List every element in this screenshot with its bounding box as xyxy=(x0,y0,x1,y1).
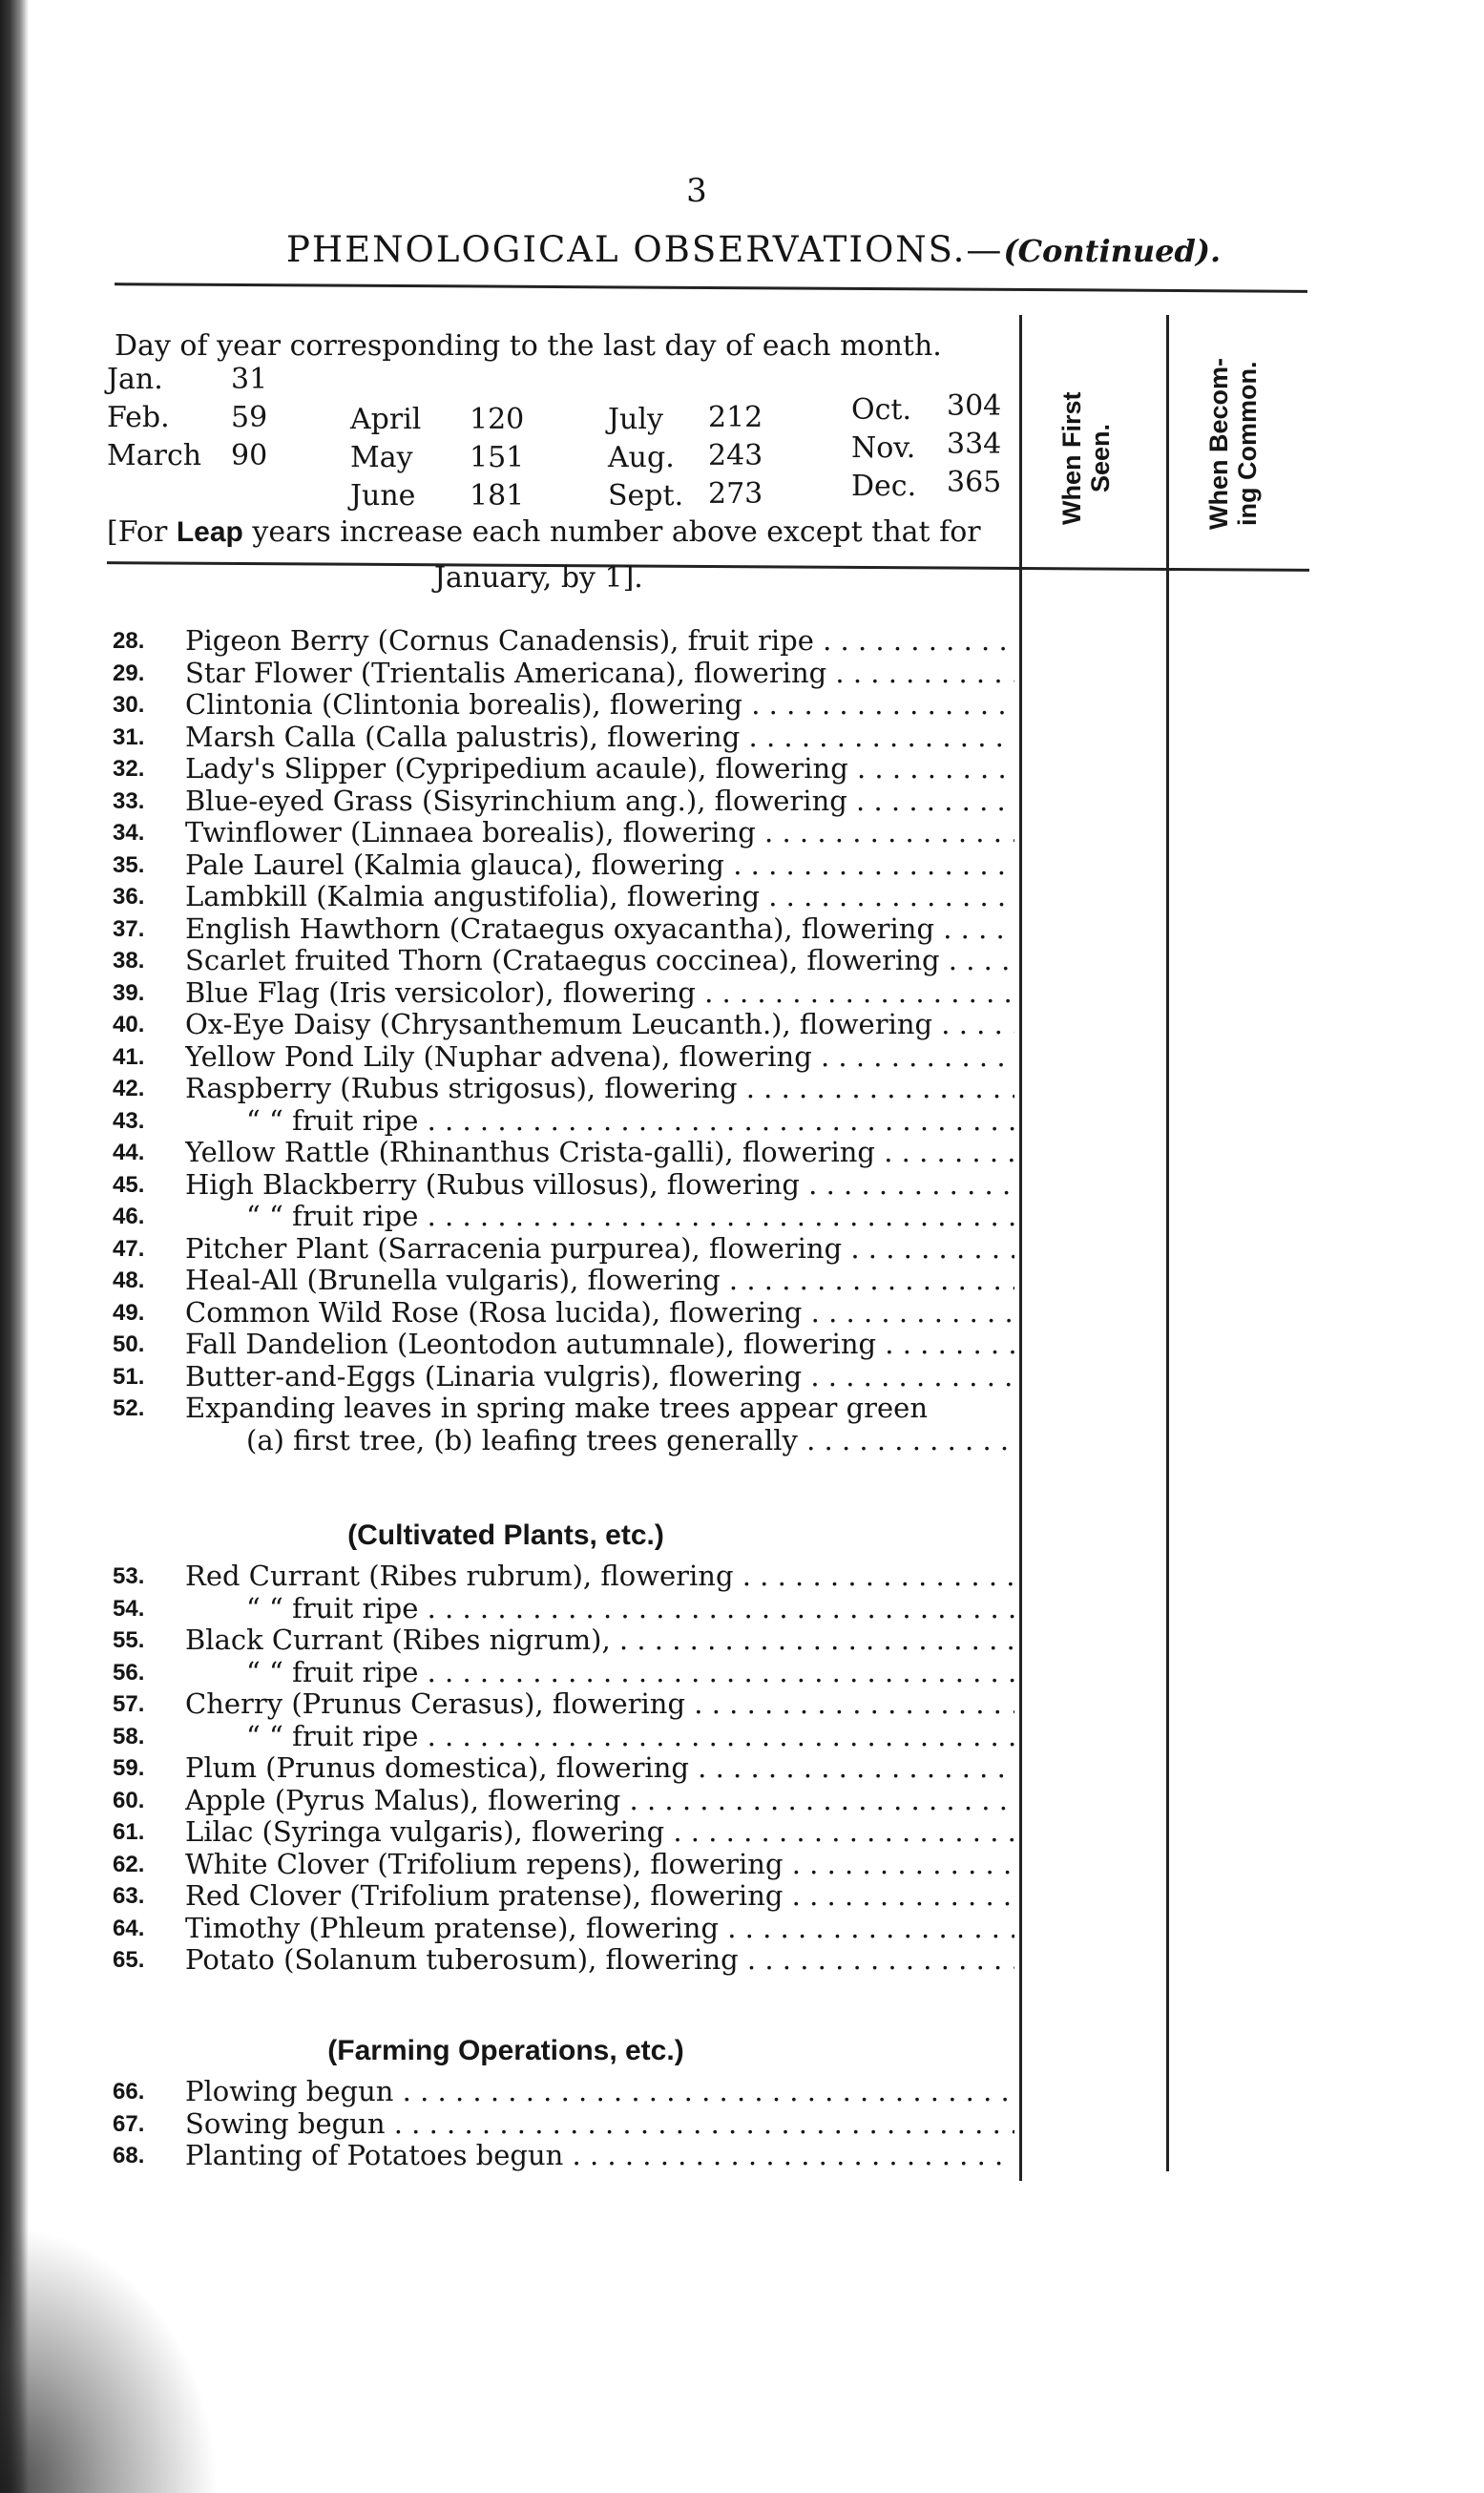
month-day: 151 xyxy=(470,441,525,474)
item-text: Timothy (Phleum pratense), flowering . . . xyxy=(185,1913,1014,1945)
observation-row xyxy=(113,1849,1014,1881)
farming-operations-list xyxy=(113,2076,1014,2172)
observation-row xyxy=(113,625,1014,658)
item-text: Ox-Eye Daisy (Chrysanthemum Leucanth.), flowering . . . xyxy=(185,1009,1014,1041)
item-number: 59. xyxy=(113,1755,145,1781)
item-text: Pale Laurel (Kalmia glauca), flowering . . . xyxy=(185,849,1014,882)
observation-row xyxy=(113,1009,1014,1041)
observation-row xyxy=(113,1561,1014,1593)
observation-row xyxy=(113,1041,1014,1074)
month-name: Aug. xyxy=(608,441,675,474)
leap-year-note xyxy=(107,515,981,549)
observation-row xyxy=(113,1169,1014,1202)
title-main: PHENOLOGICAL OBSERVATIONS.— xyxy=(286,229,1004,270)
item-text: Scarlet fruited Thorn (Crataegus coccinea), flowering . . . xyxy=(185,945,1014,977)
month-name: July xyxy=(608,403,663,436)
observation-row xyxy=(113,2076,1014,2108)
item-text: Raspberry (Rubus strigosus), flowering . . . xyxy=(185,1073,1014,1105)
item-text: Black Currant (Ribes nigrum), . . . xyxy=(185,1624,1014,1657)
observation-row xyxy=(113,1721,1014,1753)
item-text: Lambkill (Kalmia angustifolia), flowering . . . xyxy=(185,881,1014,913)
item-number: 50. xyxy=(113,1331,145,1357)
observation-row xyxy=(113,817,1014,849)
leap-rest: years increase each number above except that for xyxy=(252,515,981,549)
observation-row xyxy=(113,1361,1014,1393)
cultivated-plants-list xyxy=(113,1561,1014,1977)
item-number: 38. xyxy=(113,948,145,974)
item-number: 34. xyxy=(113,820,145,846)
item-number: 60. xyxy=(113,1787,145,1813)
observation-row xyxy=(113,1785,1014,1817)
item-number: 53. xyxy=(113,1563,145,1589)
item-text: Pitcher Plant (Sarracenia purpurea), flowering . . . xyxy=(185,1233,1014,1266)
item-text: Heal-All (Brunella vulgaris), flowering . . . xyxy=(185,1265,1014,1297)
observation-row xyxy=(113,658,1014,690)
month-day: 365 xyxy=(947,466,1002,499)
observation-row xyxy=(113,2108,1014,2141)
observation-row xyxy=(113,1688,1014,1721)
month-day-grid xyxy=(107,363,1004,513)
observation-row xyxy=(113,1297,1014,1330)
month-day: 243 xyxy=(708,439,763,472)
observation-row xyxy=(113,1752,1014,1785)
item-text: Blue-eyed Grass (Sisyrinchium ang.), flowering . . . xyxy=(185,786,1014,818)
item-text: “ “ fruit ripe . . . xyxy=(246,1657,1014,1689)
item-number: 62. xyxy=(113,1851,145,1877)
item-number: 36. xyxy=(113,884,145,910)
month-name: May xyxy=(350,441,413,474)
farming-heading: (Farming Operations, etc.) xyxy=(327,2035,684,2066)
item-text: “ “ fruit ripe . . . xyxy=(246,1201,1014,1233)
month-day: 90 xyxy=(231,439,268,472)
item-text: Expanding leaves in spring make trees appear green xyxy=(185,1393,929,1424)
item-number: 49. xyxy=(113,1299,145,1326)
month-day: 59 xyxy=(231,401,268,434)
calendar-intro: Day of year corresponding to the last day of each month. xyxy=(115,329,942,363)
observation-row xyxy=(113,1393,1014,1425)
item-text: Lilac (Syringa vulgaris), flowering . . . xyxy=(185,1816,1014,1849)
item-number: 57. xyxy=(113,1691,145,1717)
item-text: Planting of Potatoes begun . . . xyxy=(185,2140,1014,2172)
item-number: 54. xyxy=(113,1595,145,1622)
observation-row xyxy=(113,1624,1014,1657)
observation-row xyxy=(113,945,1014,977)
item-number: 63. xyxy=(113,1883,145,1909)
item-text: Twinflower (Linnaea borealis), flowering . . . xyxy=(185,817,1014,849)
item-number: 30. xyxy=(113,692,145,718)
observation-row xyxy=(113,1593,1014,1625)
observation-row xyxy=(113,1425,1014,1457)
item-text: High Blackberry (Rubus villosus), flowering . . . xyxy=(185,1169,1014,1202)
month-day: 181 xyxy=(470,479,525,513)
item-text: Yellow Pond Lily (Nuphar advena), flowering . . . xyxy=(185,1041,1014,1074)
item-number: 55. xyxy=(113,1627,145,1653)
item-text: Red Currant (Ribes rubrum), flowering . . . xyxy=(185,1561,1014,1593)
observation-row xyxy=(113,881,1014,913)
month-name: Jan. xyxy=(107,363,163,396)
observation-row xyxy=(113,977,1014,1010)
observation-row xyxy=(113,1233,1014,1266)
observation-row xyxy=(113,786,1014,818)
item-number: 48. xyxy=(113,1267,145,1293)
top-rule xyxy=(115,283,1307,293)
month-day: 273 xyxy=(708,477,763,511)
scan-spine-shadow xyxy=(0,0,29,2493)
observation-row xyxy=(113,1201,1014,1233)
observation-row xyxy=(113,1329,1014,1361)
observation-row xyxy=(113,689,1014,722)
item-text: White Clover (Trifolium repens), flowering . . . xyxy=(185,1849,1014,1881)
item-text: Potato (Solanum tuberosum), flowering . . . xyxy=(185,1944,1014,1977)
item-text: Star Flower (Trientalis Americana), flowering . . . xyxy=(185,658,1014,690)
item-number: 66. xyxy=(113,2079,145,2105)
item-number: 33. xyxy=(113,787,145,814)
item-text: Sowing begun . . . xyxy=(185,2108,1014,2141)
month-name: Sept. xyxy=(608,479,684,513)
observation-row xyxy=(113,1073,1014,1105)
item-number: 46. xyxy=(113,1204,145,1229)
month-name: June xyxy=(350,479,416,513)
leap-year-note-line2: January, by 1]. xyxy=(434,561,643,595)
month-name: Feb. xyxy=(107,401,170,434)
item-number: 29. xyxy=(113,660,145,686)
observation-row xyxy=(113,1880,1014,1913)
month-day: 212 xyxy=(708,401,763,434)
leap-prefix: [For xyxy=(107,515,168,549)
month-name: Nov. xyxy=(851,431,916,465)
item-text: Red Clover (Trifolium pratense), flowering . . . xyxy=(185,1880,1014,1913)
month-day: 120 xyxy=(470,403,525,436)
item-text: Yellow Rattle (Rhinanthus Crista-galli), flowering . . . xyxy=(185,1137,1014,1169)
month-name: April xyxy=(350,403,422,436)
item-number: 41. xyxy=(113,1043,145,1070)
item-number: 31. xyxy=(113,723,145,750)
observation-row xyxy=(113,722,1014,754)
column-header-when-first-seen: When First Seen. xyxy=(1057,391,1115,525)
item-text: (a) first tree, (b) leafing trees generally . . . xyxy=(246,1425,1014,1457)
item-number: 64. xyxy=(113,1915,145,1941)
title-continued: (Continued). xyxy=(1003,233,1222,269)
observation-row xyxy=(113,913,1014,946)
observation-row xyxy=(113,1105,1014,1138)
item-text: “ “ fruit ripe . . . xyxy=(246,1721,1014,1753)
item-number: 52. xyxy=(113,1395,145,1421)
page-number: 3 xyxy=(686,172,707,210)
item-number: 61. xyxy=(113,1819,145,1845)
month-day: 31 xyxy=(231,363,268,396)
item-number: 42. xyxy=(113,1076,145,1101)
item-number: 65. xyxy=(113,1947,145,1973)
observation-row xyxy=(113,1657,1014,1689)
item-text: Pigeon Berry (Cornus Canadensis), fruit ripe . . . xyxy=(185,625,1014,658)
wild-plants-list xyxy=(113,625,1014,1456)
month-name: March xyxy=(107,439,202,472)
item-number: 45. xyxy=(113,1171,145,1198)
column-header-when-becoming-common: When Becom- ing Common. xyxy=(1204,358,1262,531)
scan-smudge xyxy=(0,2224,219,2493)
observation-row xyxy=(113,2140,1014,2172)
item-text: English Hawthorn (Crataegus oxyacantha), flowering . . . xyxy=(185,913,1014,946)
item-text: “ “ fruit ripe . . . xyxy=(246,1593,1014,1625)
item-number: 32. xyxy=(113,756,145,782)
leap-bold: Leap xyxy=(176,516,243,548)
item-text: “ “ fruit ripe . . . xyxy=(246,1105,1014,1138)
item-number: 37. xyxy=(113,915,145,942)
item-number: 56. xyxy=(113,1659,145,1686)
month-day: 334 xyxy=(947,428,1002,461)
month-name: Oct. xyxy=(851,393,911,427)
item-number: 58. xyxy=(113,1723,145,1749)
item-text: Butter-and-Eggs (Linaria vulgris), flowering . . . xyxy=(185,1361,1014,1393)
item-number: 40. xyxy=(113,1012,145,1037)
column-divider-first-seen xyxy=(1019,315,1022,2181)
month-day: 304 xyxy=(947,389,1002,423)
item-text: Marsh Calla (Calla palustris), flowering . . . xyxy=(185,722,1014,754)
item-text: Fall Dandelion (Leontodon autumnale), flowering . . . xyxy=(185,1329,1014,1361)
observation-row xyxy=(113,1944,1014,1977)
observation-row xyxy=(113,1265,1014,1297)
item-text: Plum (Prunus domestica), flowering . . . xyxy=(185,1752,1014,1785)
observation-row xyxy=(113,849,1014,882)
item-number: 44. xyxy=(113,1140,145,1165)
item-number: 39. xyxy=(113,979,145,1006)
observation-row xyxy=(113,1913,1014,1945)
item-text: Plowing begun . . . xyxy=(185,2076,1014,2108)
item-number: 28. xyxy=(113,628,145,654)
item-text: Lady's Slipper (Cypripedium acaule), flowering . . . xyxy=(185,753,1014,786)
item-number: 35. xyxy=(113,851,145,878)
column-divider-becoming-common xyxy=(1166,315,1169,2171)
cultivated-heading: (Cultivated Plants, etc.) xyxy=(347,1519,664,1551)
month-name: Dec. xyxy=(851,470,917,503)
item-number: 68. xyxy=(113,2143,145,2168)
item-text: Common Wild Rose (Rosa lucida), flowering . . . xyxy=(185,1297,1014,1330)
item-text: Clintonia (Clintonia borealis), flowering . . . xyxy=(185,689,1014,722)
item-number: 43. xyxy=(113,1107,145,1134)
item-text: Blue Flag (Iris versicolor), flowering . . . xyxy=(185,977,1014,1010)
item-text: Cherry (Prunus Cerasus), flowering . . . xyxy=(185,1688,1014,1721)
observation-row xyxy=(113,1816,1014,1849)
item-text: Apple (Pyrus Malus), flowering . . . xyxy=(185,1785,1014,1817)
observation-row xyxy=(113,1137,1014,1169)
item-number: 47. xyxy=(113,1235,145,1262)
item-number: 51. xyxy=(113,1363,145,1390)
observation-row xyxy=(113,753,1014,786)
header-bottom-rule xyxy=(107,561,1309,572)
page-title xyxy=(286,229,1221,270)
item-number: 67. xyxy=(113,2110,145,2137)
